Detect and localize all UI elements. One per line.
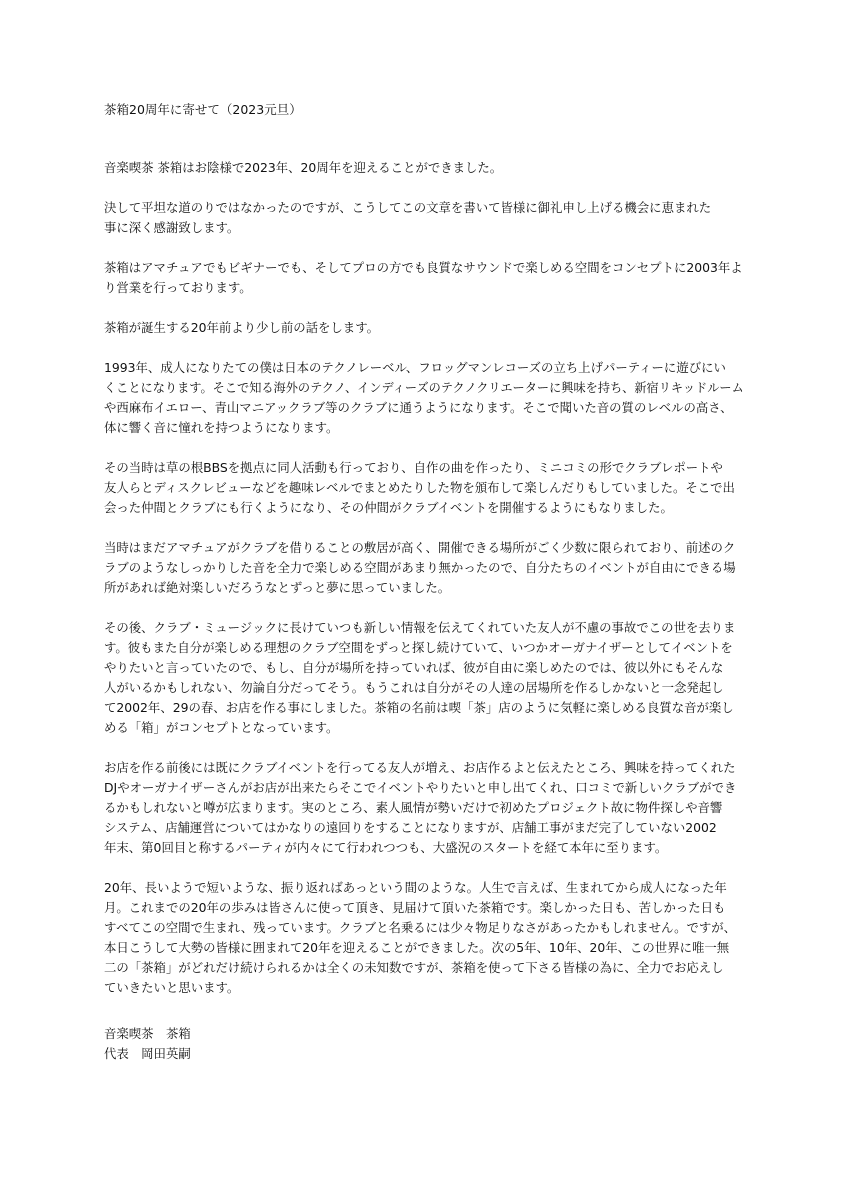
document-title: 茶箱20周年に寄せて（2023元旦） (104, 102, 302, 117)
letter-document (104, 100, 744, 1064)
signature-block (104, 1024, 744, 1064)
paragraph-line: 音楽喫茶 茶箱はお陰様で2023年、20周年を迎えることができました。 (104, 160, 503, 175)
paragraph-line: 会った仲間とクラブにも行くようになり、その仲間がクラブイベントを開催するようにもなりました。 (104, 500, 673, 515)
paragraph (104, 878, 744, 998)
paragraph-line: その当時は草の根BBSを拠点に同人活動も行っており、自作の曲を作ったり、ミニコミの形でクラブレポートや (104, 460, 723, 475)
paragraph-line: 所があれば絶対楽しいだろうなとずっと夢に思っていました。 (104, 580, 451, 595)
paragraph (104, 618, 744, 738)
paragraph-line: やりたいと言っていたので、もし、自分が場所を持っていれば、彼が自由に楽しめたのでは、彼以外にもそんな (104, 660, 724, 675)
paragraph-line: DJやオーガナイザーさんがお店が出来たらそこでイベントやりたいと申し出てくれ、口コミで新しいクラブができ (104, 780, 737, 795)
paragraph (104, 358, 744, 438)
paragraph (104, 198, 744, 238)
letter-body (104, 158, 744, 998)
paragraph-line: す。彼もまた自分が楽しめる理想のクラブ空間をずっと探し続けていて、いつかオーガナイザーとしてイベントを (104, 640, 733, 655)
paragraph (104, 158, 744, 178)
paragraph-line: くことになります。そこで知る海外のテクノ、インディーズのテクノクリエーターに興味を持ち、新宿リキッドルーム (104, 380, 744, 395)
paragraph (104, 458, 744, 518)
paragraph-line: り営業を行っております。 (104, 280, 252, 295)
paragraph-line: 体に響く音に憧れを持つようになります。 (104, 420, 339, 435)
signature-representative: 代表 岡田英嗣 (104, 1046, 191, 1061)
paragraph-line: すべてこの空間で生まれ、残っています。クラブと名乗るには少々物足りなさがあったかもしれません。ですが、 (104, 920, 737, 935)
paragraph-line: て2002年、29の春、お店を作る事にしました。茶箱の名前は喫「茶」店のように気軽に楽しめる良質な音が楽し (104, 700, 734, 715)
paragraph-line: システム、店舗運営についてはかなりの遠回りをすることになりますが、店舗工事がまだ完了していない2002 (104, 820, 717, 835)
paragraph-line: 決して平坦な道のりではなかったのですが、こうしてこの文章を書いて皆様に御礼申し上げる機会に恵まれた (104, 200, 712, 215)
paragraph-line: 月。これまでの20年の歩みは皆さんに使って頂き、見届けて頂いた茶箱です。楽しかった日も、苦しかった日も (104, 900, 726, 915)
paragraph-line: 本日こうして大勢の皆様に囲まれて20年を迎えることができました。次の5年、10年、20年、この世界に唯一無 (104, 940, 730, 955)
paragraph-line: 二の「茶箱」がどれだけ続けられるかは全くの未知数ですが、茶箱を使って下さる皆様の為に、全力でお応えし (104, 960, 724, 975)
signature-shop-name: 音楽喫茶 茶箱 (104, 1026, 191, 1041)
paragraph-line: や西麻布イエロー、青山マニアックラブ等のクラブに通うようになります。そこで聞いた音の質のレベルの高さ、 (104, 400, 733, 415)
paragraph-line: 1993年、成人になりたての僕は日本のテクノレーベル、フロッグマンレコーズの立ち上げパーティーに遊びにい (104, 360, 726, 375)
paragraph-line: お店を作る前後には既にクラブイベントを行ってる友人が増え、お店作るよと伝えたところ、興味を持ってくれた (104, 760, 736, 775)
paragraph-line: 年末、第0回目と称するパーティが内々にて行われつつも、大盛況のスタートを経て本年に至ります。 (104, 840, 668, 855)
paragraph-line: める「箱」がコンセプトとなっています。 (104, 720, 339, 735)
paragraph-line: るかもしれないと噂が広まります。実のところ、素人風情が勢いだけで初めたプロジェクト故に物件探しや音響 (104, 800, 723, 815)
paragraph-line: 茶箱はアマチュアでもビギナーでも、そしてプロの方でも良質なサウンドで楽しめる空間をコンセプトに2003年よ (104, 260, 743, 275)
paragraph-line: ていきたいと思います。 (104, 980, 240, 995)
paragraph-line: その後、クラブ・ミュージックに長けていつも新しい情報を伝えてくれていた友人が不慮の事故でこの世を去りま (104, 620, 736, 635)
paragraph (104, 538, 744, 598)
paragraph (104, 318, 744, 338)
paragraph (104, 258, 744, 298)
paragraph-line: ラブのようなしっかりした音を全力で楽しめる空間があまり無かったので、自分たちのイベントが自由にできる場 (104, 560, 736, 575)
paragraph-line: 20年、長いようで短いような、振り返ればあっという間のような。人生で言えば、生まれてから成人になった年 (104, 880, 727, 895)
paragraph-line: 茶箱が誕生する20年前より少し前の話をします。 (104, 320, 379, 335)
paragraph-line: 当時はまだアマチュアがクラブを借りることの敷居が高く、開催できる場所がごく少数に限られており、前述のク (104, 540, 736, 555)
paragraph-line: 事に深く感謝致します。 (104, 220, 240, 235)
paragraph (104, 758, 744, 858)
paragraph-line: 友人らとディスクレビューなどを趣味レベルでまとめたりした物を頒布して楽しんだりもしていました。そこで出 (104, 480, 735, 495)
paragraph-line: 人がいるかもしれない、勿論自分だってそう。もうこれは自分がその人達の居場所を作るしかないと一念発起し (104, 680, 724, 695)
